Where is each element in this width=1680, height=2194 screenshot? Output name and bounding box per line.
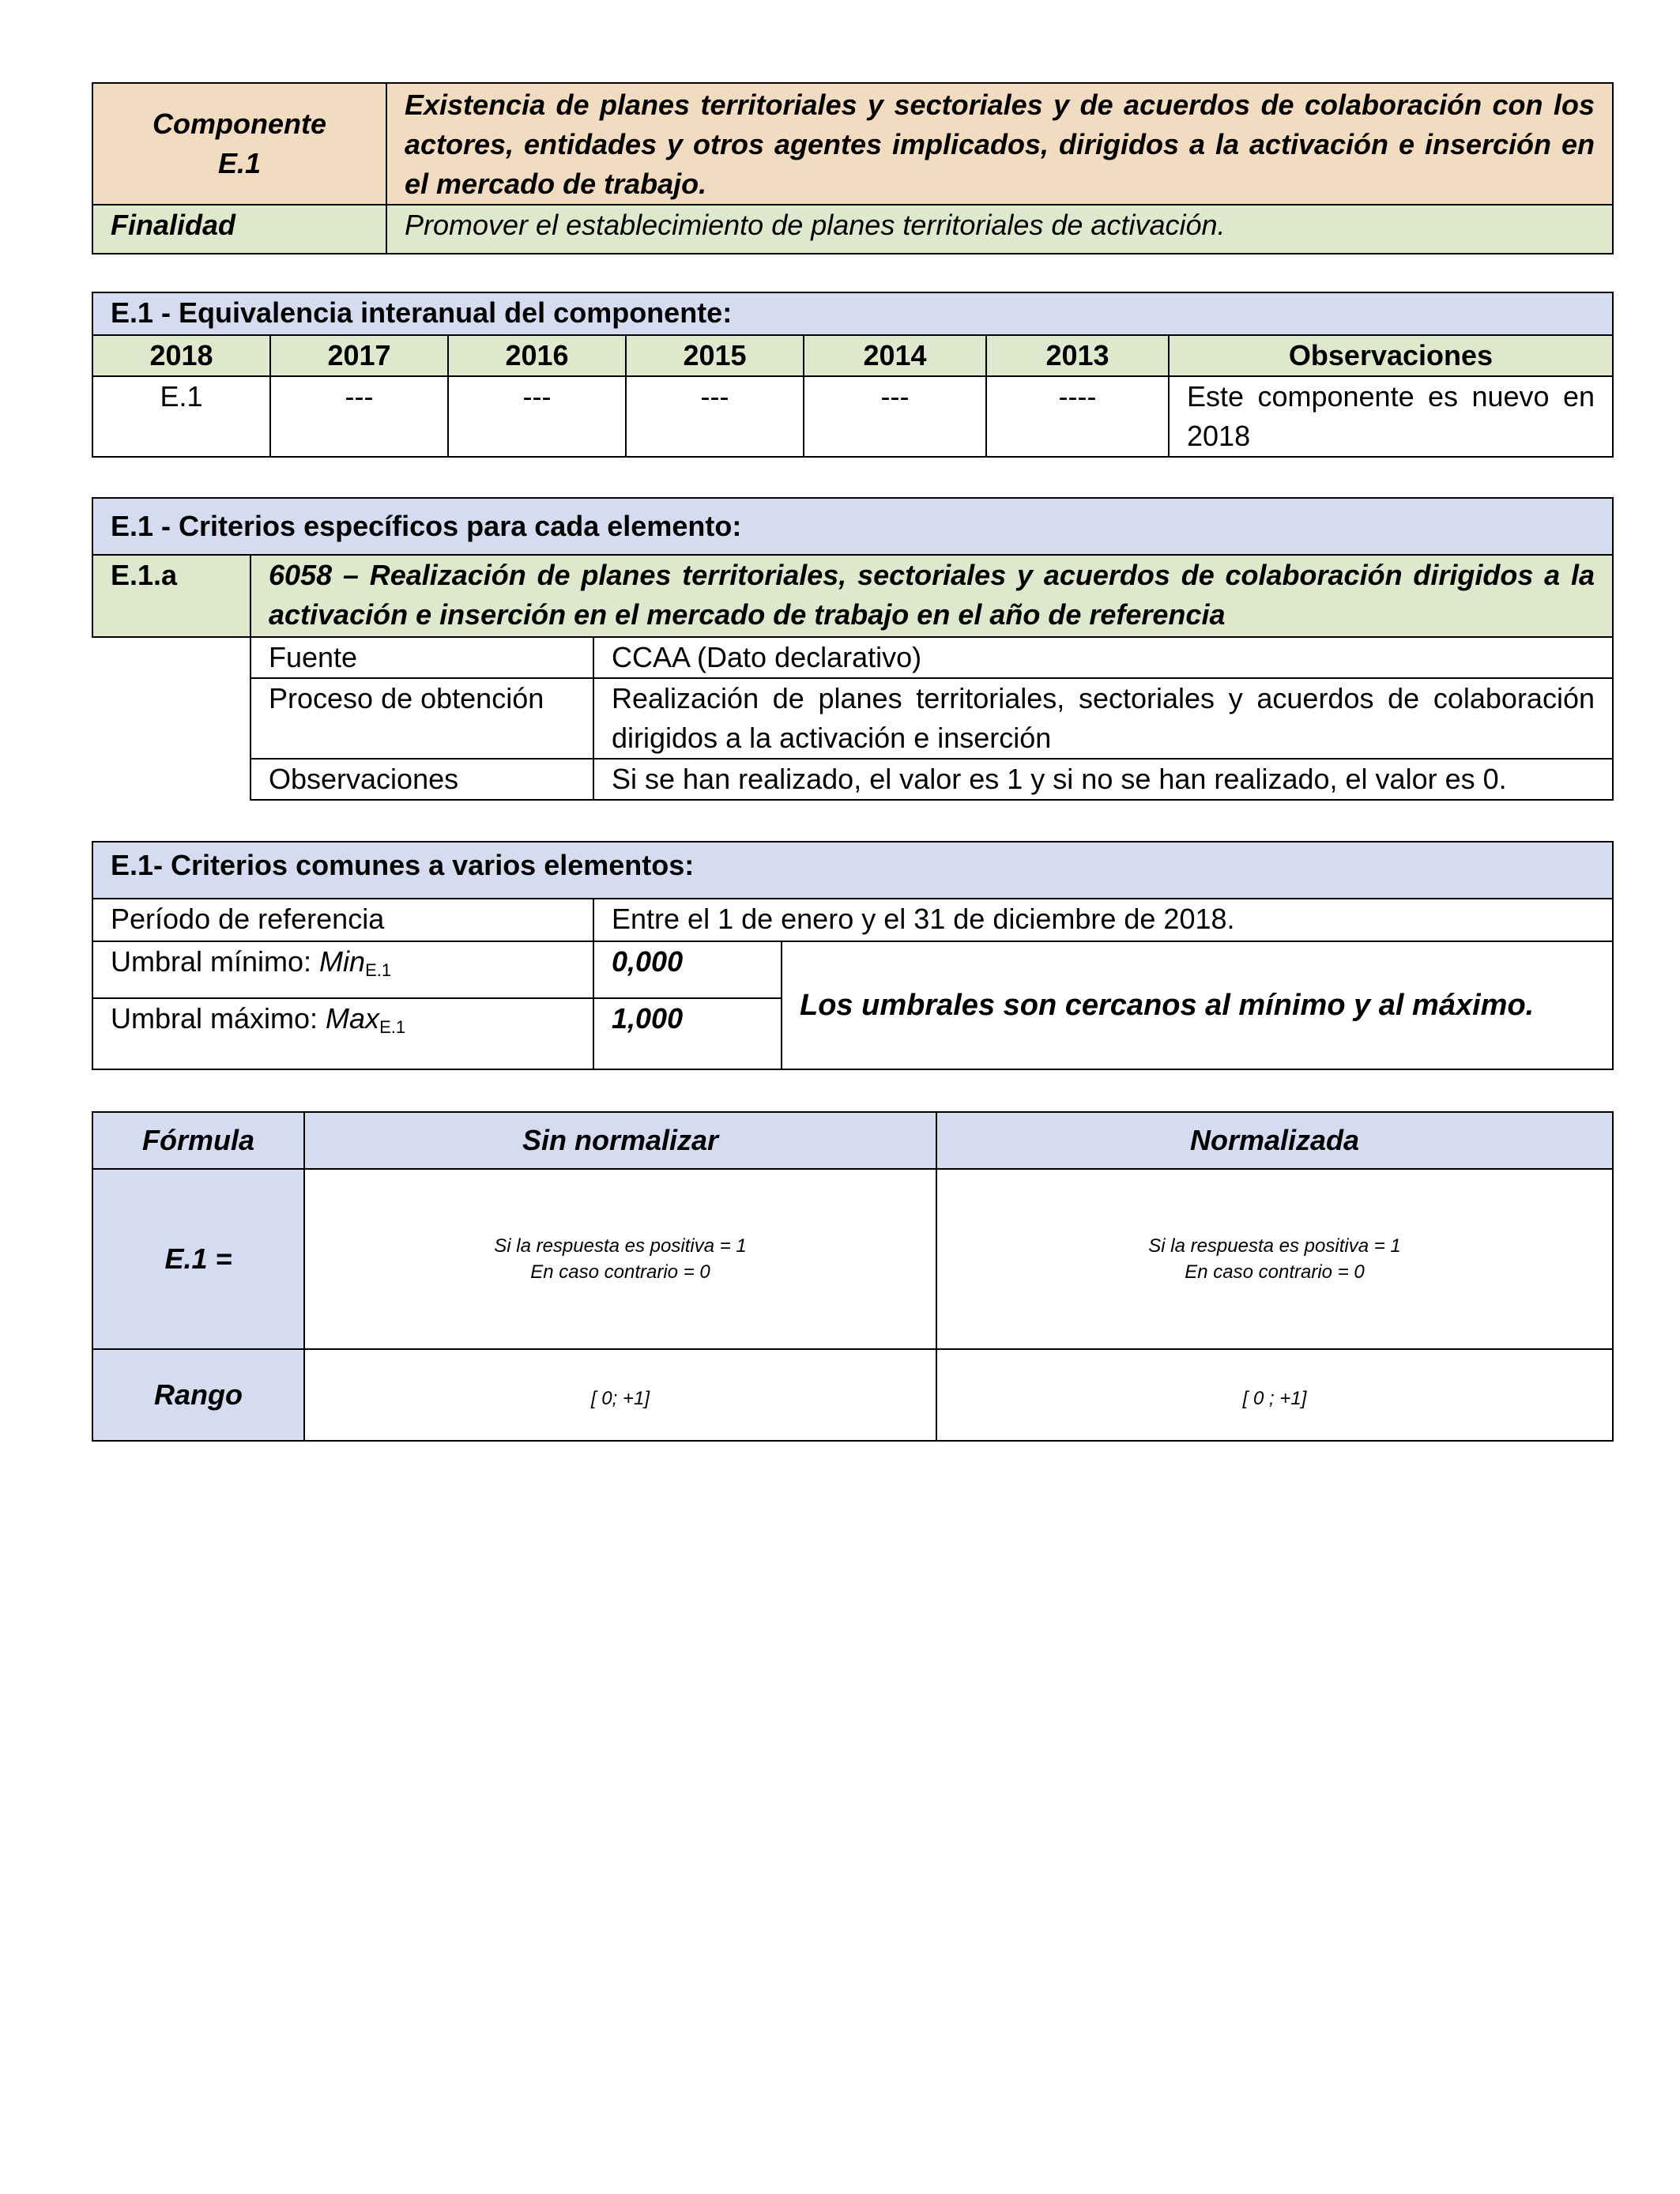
umbral-maximo-sub: E.1	[379, 1017, 406, 1037]
umbral-maximo-value: 1,000	[593, 998, 782, 1069]
equivalencia-header: 2015	[626, 335, 804, 376]
umbral-maximo-symbol: Max	[326, 1002, 380, 1035]
element-title: 6058 – Realización de planes territoriales, sectoriales y acuerdos de colaboración dirigidos a la activación e inserción en el mercado de trabajo en el año de referencia	[250, 555, 1613, 637]
equivalencia-header: Observaciones	[1169, 335, 1613, 376]
equivalencia-header: 2016	[448, 335, 626, 376]
formula-sin-line2: En caso contrario = 0	[530, 1261, 710, 1283]
rango-label: Rango	[92, 1349, 304, 1441]
formula-header: Normalizada	[936, 1112, 1613, 1169]
componente-code: E.1	[217, 147, 262, 179]
umbral-minimo-value: 0,000	[593, 941, 782, 998]
periodo-value: Entre el 1 de enero y el 31 de diciembre de 2018.	[593, 899, 1613, 941]
criterios-especificos-table	[92, 497, 1614, 801]
componente-description: Existencia de planes territoriales y sectoriales y de acuerdos de colaboración con los actores, entidades y otros agentes implicados, dirigidos a la activación e inserción en el mercado de trabajo.	[386, 83, 1613, 205]
equivalencia-observaciones: Este componente es nuevo en 2018	[1169, 376, 1613, 457]
criterio-value: Si se han realizado, el valor es 1 y si no se han realizado, el valor es 0.	[593, 759, 1613, 800]
criterios-comunes-table	[92, 841, 1614, 1070]
finalidad-label: Finalidad	[92, 205, 386, 254]
rango-normalizada	[936, 1349, 1613, 1441]
equivalencia-cell: ---	[626, 376, 804, 457]
criterio-value: Realización de planes territoriales, sectoriales y acuerdos de colaboración dirigidos a la activación e inserción	[593, 678, 1613, 759]
formula-normalizada	[936, 1169, 1613, 1349]
criterio-value: CCAA (Dato declarativo)	[593, 637, 1613, 678]
spacer-cell	[92, 678, 250, 759]
componente-label: Componente	[153, 107, 326, 140]
periodo-label: Período de referencia	[92, 899, 593, 941]
spacer-cell	[92, 637, 250, 678]
criterio-label: Observaciones	[250, 759, 593, 800]
equivalencia-title: E.1 - Equivalencia interanual del componente:	[92, 292, 1613, 335]
equivalencia-header: 2014	[804, 335, 986, 376]
umbral-minimo-symbol: Min	[319, 945, 366, 978]
equivalencia-table	[92, 292, 1614, 458]
equivalencia-header: 2013	[986, 335, 1169, 376]
equivalencia-header: 2018	[92, 335, 270, 376]
formula-norm-line1: Si la respuesta es positiva = 1	[1148, 1235, 1401, 1257]
umbral-minimo-label	[92, 941, 593, 998]
rango-sin-value: [ 0; +1]	[590, 1388, 650, 1409]
umbral-minimo-sub: E.1	[365, 960, 392, 980]
formula-norm-line2: En caso contrario = 0	[1185, 1261, 1365, 1283]
equivalencia-header: 2017	[270, 335, 448, 376]
formula-sin-normalizar	[304, 1169, 936, 1349]
equivalencia-cell: ---	[270, 376, 448, 457]
criterios-comunes-title: E.1- Criterios comunes a varios elementos:	[92, 842, 1613, 899]
spacer-cell	[92, 759, 250, 800]
umbral-minimo-text: Umbral mínimo:	[111, 945, 320, 978]
rango-norm-value: [ 0 ; +1]	[1242, 1388, 1307, 1409]
componente-table	[92, 82, 1614, 254]
umbrales-note: Los umbrales son cercanos al mínimo y al máximo.	[782, 941, 1613, 1069]
formula-row-label: E.1 =	[92, 1169, 304, 1349]
equivalencia-cell: ----	[986, 376, 1169, 457]
equivalencia-cell: ---	[448, 376, 626, 457]
umbral-maximo-label	[92, 998, 593, 1069]
criterios-especificos-title: E.1 - Criterios específicos para cada elemento:	[92, 498, 1613, 555]
criterio-label: Proceso de obtención	[250, 678, 593, 759]
formula-header: Fórmula	[92, 1112, 304, 1169]
formula-sin-line1: Si la respuesta es positiva = 1	[494, 1235, 747, 1257]
criterio-label: Fuente	[250, 637, 593, 678]
rango-sin-normalizar	[304, 1349, 936, 1441]
equivalencia-cell: ---	[804, 376, 986, 457]
formula-table	[92, 1111, 1614, 1442]
equivalencia-cell: E.1	[92, 376, 270, 457]
componente-label-cell	[92, 83, 386, 205]
element-code: E.1.a	[92, 555, 250, 637]
umbral-maximo-text: Umbral máximo:	[111, 1002, 326, 1035]
finalidad-text: Promover el establecimiento de planes territoriales de activación.	[386, 205, 1613, 254]
formula-header: Sin normalizar	[304, 1112, 936, 1169]
